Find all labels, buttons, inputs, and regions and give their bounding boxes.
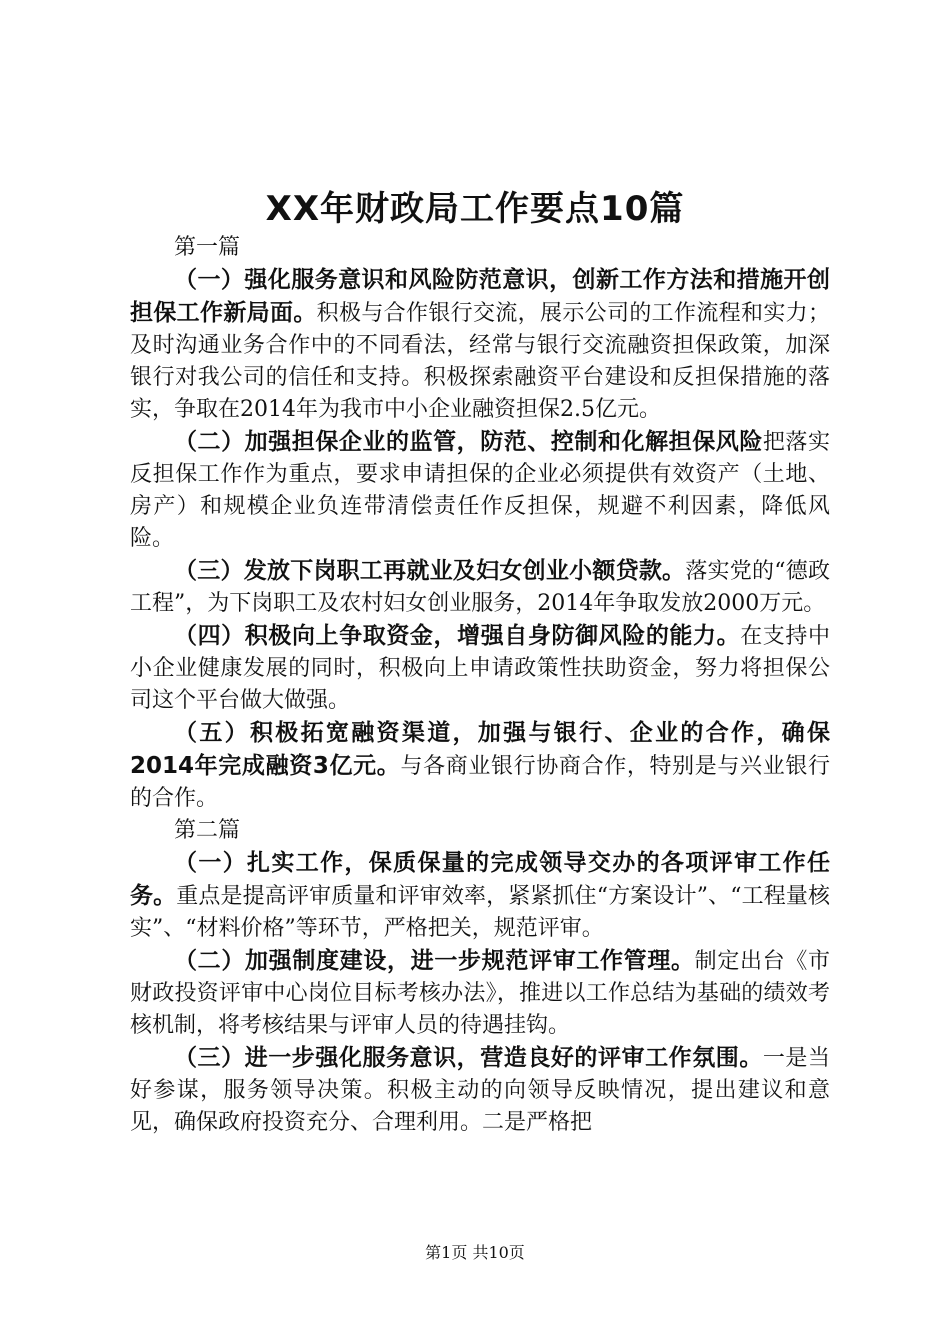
paragraph-text: 落实党的“德政工程”，为下岗职工及农村妇女创业服务，2014年争取发放2000万元。 bbox=[130, 559, 831, 616]
section-heading: 第一篇 bbox=[174, 235, 241, 260]
paragraph-lead: （三）进一步强化服务意识，营造良好的评审工作氛围。 bbox=[174, 1045, 763, 1071]
paragraph bbox=[130, 426, 830, 555]
paragraph-lead: （二）加强制度建设，进一步规范评审工作管理。 bbox=[174, 948, 695, 974]
paragraph-lead: （二）加强担保企业的监管，防范、控制和化解担保风险 bbox=[174, 429, 763, 455]
paragraph-lead: （四）积极向上争取资金，增强自身防御风险的能力。 bbox=[174, 623, 741, 649]
document-title: XX年财政局工作要点10篇 bbox=[265, 189, 685, 229]
paragraph bbox=[130, 620, 830, 717]
paragraph-lead: （五）积极拓宽融资渠道，加强与银行、企业的合作，确保2014年完成融资3亿元。 bbox=[130, 720, 830, 779]
section-heading: 第二篇 bbox=[174, 818, 241, 843]
paragraph bbox=[130, 555, 830, 620]
paragraph-text: 重点是提高评审质量和评审效率，紧紧抓住“方案设计”、“工程量核实”、“材料价格”等环节，严格把关，规范评审。 bbox=[130, 884, 830, 941]
paragraph bbox=[130, 847, 830, 945]
paragraph-lead: （一）强化服务意识和风险防范意识，创新工作方法和措施开创担保工作新局面。 bbox=[130, 267, 830, 326]
paragraph bbox=[130, 945, 830, 1042]
paragraph bbox=[130, 264, 830, 426]
paragraph-lead: （一）扎实工作，保质保量的完成领导交办的各项评审工作任务。 bbox=[130, 850, 830, 909]
page-footer: 第1页 共10页 bbox=[425, 1243, 525, 1262]
paragraph bbox=[130, 717, 830, 815]
paragraph-lead: （三）发放下岗职工再就业及妇女创业小额贷款。 bbox=[174, 558, 686, 584]
paragraph-text: 一是当好参谋，服务领导决策。积极主动的向领导反映情况，提出建议和意见，确保政府投资充分、合理利用。二是严格把 bbox=[130, 1046, 830, 1135]
paragraph bbox=[130, 1042, 830, 1139]
document-body bbox=[130, 232, 830, 1139]
paragraph-text: 在支持中小企业健康发展的同时，积极向上申请政策性扶助资金，努力将担保公司这个平台做大做强。 bbox=[130, 624, 830, 713]
paragraph-text: 与各商业银行协商合作，特别是与兴业银行的合作。 bbox=[130, 754, 830, 811]
paragraph-text: 积极与合作银行交流，展示公司的工作流程和实力；及时沟通业务合作中的不同看法，经常与银行交流融资担保政策，加深银行对我公司的信任和支持。积极探索融资平台建设和反担保措施的落实，争取在2014年为我市中小企业融资担保2.5亿元。 bbox=[130, 301, 830, 422]
paragraph-text: 制定出台《市财政投资评审中心岗位目标考核办法》，推进以工作总结为基础的绩效考核机制，将考核结果与评审人员的待遇挂钩。 bbox=[130, 949, 830, 1038]
paragraph-text: 把落实反担保工作作为重点，要求申请担保的企业必须提供有效资产（土地、房产）和规模企业负连带清偿责任作反担保，规避不利因素，降低风险。 bbox=[130, 430, 830, 551]
